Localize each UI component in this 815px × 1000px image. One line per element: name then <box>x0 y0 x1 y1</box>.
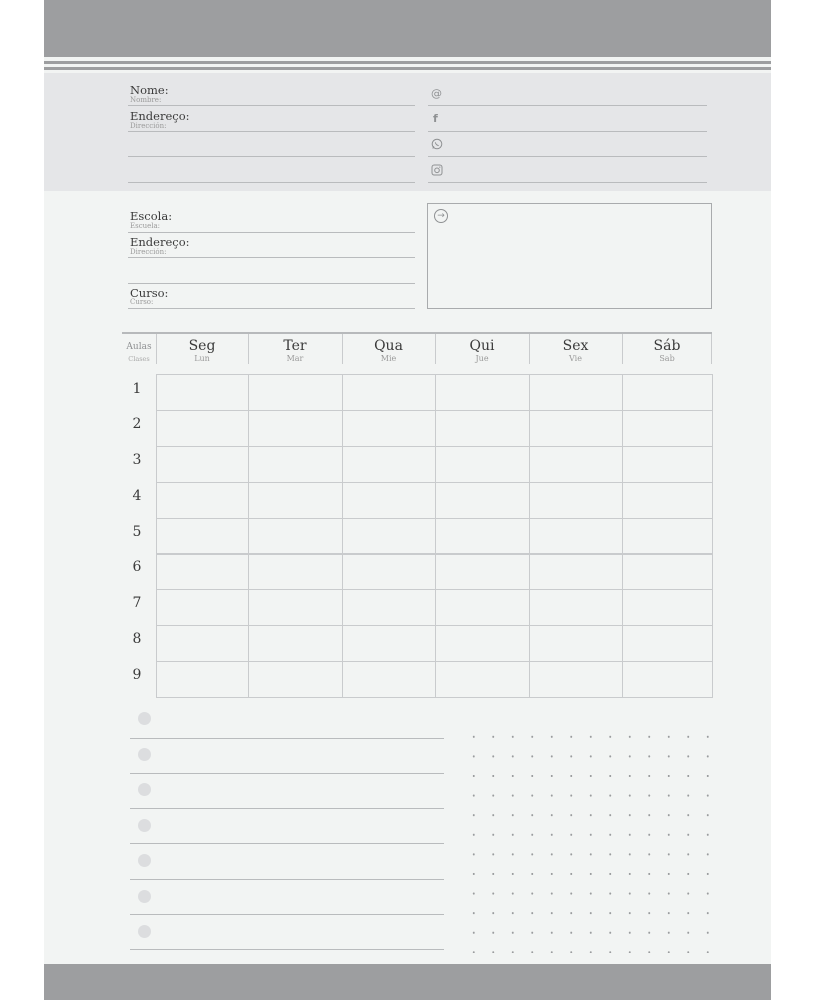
whatsapp-field[interactable] <box>428 156 707 157</box>
address-field[interactable] <box>128 131 415 132</box>
row-number: 5 <box>132 524 142 540</box>
schedule-cell[interactable] <box>622 410 713 447</box>
schedule-cell[interactable] <box>622 374 713 411</box>
instagram-field[interactable] <box>428 182 707 183</box>
schedule-cell[interactable] <box>248 410 343 447</box>
note-line[interactable] <box>130 808 444 809</box>
row-number: 3 <box>132 452 142 468</box>
day-header-ter: Ter <box>283 338 307 354</box>
schedule-cell[interactable] <box>156 554 249 591</box>
name-field[interactable] <box>128 105 415 106</box>
schedule-cell[interactable] <box>435 482 530 519</box>
schedule-cell[interactable] <box>156 625 249 662</box>
arrow-right-circle-icon: → <box>434 209 448 223</box>
course-sub: Curso: <box>130 298 154 306</box>
schedule-top-rule <box>122 332 712 334</box>
facebook-field[interactable] <box>428 131 707 132</box>
schedule-cell[interactable] <box>622 446 713 483</box>
schedule-cell[interactable] <box>342 661 436 698</box>
schedule-cell[interactable] <box>342 589 436 626</box>
schedule-cell[interactable] <box>435 589 530 626</box>
address-sub: Dirección: <box>130 122 167 130</box>
day-sub-jue: Jue <box>475 354 489 363</box>
day-header-sab: Sáb <box>653 338 681 354</box>
school-address-sub: Dirección: <box>130 248 167 256</box>
schedule-cell[interactable] <box>342 554 436 591</box>
header-divider <box>711 334 712 364</box>
address-field-3[interactable] <box>128 182 415 183</box>
schedule-cell[interactable] <box>342 374 436 411</box>
bullet-dot <box>138 712 151 725</box>
school-address-label: Endereço: <box>130 235 190 249</box>
bullet-dot <box>138 890 151 903</box>
schedule-cell[interactable] <box>435 625 530 662</box>
school-address-field-2[interactable] <box>128 283 415 284</box>
schedule-cell[interactable] <box>248 554 343 591</box>
instagram-icon <box>431 164 443 179</box>
day-sub-mar: Mar <box>286 354 304 363</box>
day-sub-mie: Mie <box>380 354 397 363</box>
schedule-cell[interactable] <box>529 589 623 626</box>
whatsapp-icon <box>431 138 443 153</box>
note-box[interactable] <box>427 203 712 309</box>
schedule-cell[interactable] <box>435 446 530 483</box>
row-number: 9 <box>132 667 142 683</box>
schedule-cell[interactable] <box>156 446 249 483</box>
row-number: 8 <box>132 631 142 647</box>
bottom-band <box>44 964 771 1000</box>
schedule-cell[interactable] <box>622 554 713 591</box>
schedule-cell[interactable] <box>435 661 530 698</box>
day-sub-lun: Lun <box>194 354 210 363</box>
row-number: 4 <box>132 488 142 504</box>
stripe-2 <box>44 67 771 70</box>
schedule-cell[interactable] <box>342 625 436 662</box>
schedule-cell[interactable] <box>248 374 343 411</box>
schedule-cell[interactable] <box>248 589 343 626</box>
row-number: 1 <box>132 381 142 397</box>
school-field[interactable] <box>128 232 415 233</box>
schedule-cell[interactable] <box>529 661 623 698</box>
schedule-cell[interactable] <box>248 518 343 555</box>
schedule-cell[interactable] <box>529 625 623 662</box>
schedule-cell[interactable] <box>622 482 713 519</box>
schedule-corner-label: Aulas <box>126 342 152 352</box>
course-label: Curso: <box>130 286 169 300</box>
note-line[interactable] <box>130 879 444 880</box>
schedule-cell[interactable] <box>622 625 713 662</box>
schedule-cell[interactable] <box>435 518 530 555</box>
schedule-cell[interactable] <box>342 446 436 483</box>
schedule-cell[interactable] <box>156 410 249 447</box>
header-divider <box>156 334 157 364</box>
schedule-cell[interactable] <box>529 446 623 483</box>
note-line[interactable] <box>130 773 444 774</box>
address-label: Endereço: <box>130 109 190 123</box>
row-number: 6 <box>132 559 142 575</box>
schedule-cell[interactable] <box>529 482 623 519</box>
bullet-dot <box>138 925 151 938</box>
bullet-dot <box>138 748 151 761</box>
course-field[interactable] <box>128 308 415 309</box>
top-band <box>44 0 771 57</box>
bullet-dot <box>138 783 151 796</box>
header-divider <box>529 334 530 364</box>
schedule-cell[interactable] <box>248 625 343 662</box>
row-number: 2 <box>132 416 142 432</box>
day-header-seg: Seg <box>188 338 216 354</box>
schedule-cell[interactable] <box>435 410 530 447</box>
schedule-cell[interactable] <box>529 374 623 411</box>
schedule-cell[interactable] <box>529 554 623 591</box>
header-divider <box>435 334 436 364</box>
schedule-corner-sub: Clases <box>128 355 150 363</box>
bullet-dot <box>138 819 151 832</box>
stripe-1 <box>44 61 771 64</box>
dot-grid-area[interactable] <box>468 731 713 953</box>
email-field[interactable] <box>428 105 707 106</box>
note-line[interactable] <box>130 949 444 950</box>
day-sub-sab: Sab <box>659 354 675 363</box>
day-header-sex: Sex <box>562 338 589 354</box>
schedule-cell[interactable] <box>529 410 623 447</box>
schedule-cell[interactable] <box>156 482 249 519</box>
schedule-cell[interactable] <box>342 482 436 519</box>
note-line[interactable] <box>130 738 444 739</box>
facebook-icon: f <box>433 112 438 125</box>
school-sub: Escuela: <box>130 222 161 230</box>
note-line[interactable] <box>130 843 444 844</box>
schedule-cell[interactable] <box>156 661 249 698</box>
schedule-cell[interactable] <box>529 518 623 555</box>
schedule-cell[interactable] <box>248 661 343 698</box>
day-header-qua: Qua <box>374 338 403 354</box>
schedule-cell[interactable] <box>342 410 436 447</box>
name-label: Nome: <box>130 83 169 97</box>
schedule-cell[interactable] <box>622 589 713 626</box>
schedule-cell[interactable] <box>435 554 530 591</box>
schedule-cell[interactable] <box>248 482 343 519</box>
note-line[interactable] <box>130 914 444 915</box>
schedule-cell[interactable] <box>622 518 713 555</box>
address-field-2[interactable] <box>128 156 415 157</box>
schedule-cell[interactable] <box>342 518 436 555</box>
schedule-cell[interactable] <box>156 589 249 626</box>
schedule-cell[interactable] <box>248 446 343 483</box>
header-divider <box>248 334 249 364</box>
schedule-cell[interactable] <box>435 374 530 411</box>
school-address-field[interactable] <box>128 257 415 258</box>
schedule-cell[interactable] <box>156 374 249 411</box>
schedule-cell[interactable] <box>622 661 713 698</box>
row-number: 7 <box>132 595 142 611</box>
bullet-dot <box>138 854 151 867</box>
day-sub-vie: Vie <box>569 354 582 363</box>
school-label: Escola: <box>130 209 173 223</box>
day-header-qui: Qui <box>469 338 495 354</box>
schedule-cell[interactable] <box>156 518 249 555</box>
at-icon: @ <box>431 87 442 100</box>
header-divider <box>342 334 343 364</box>
name-sub: Nombre: <box>130 96 162 104</box>
header-divider <box>622 334 623 364</box>
